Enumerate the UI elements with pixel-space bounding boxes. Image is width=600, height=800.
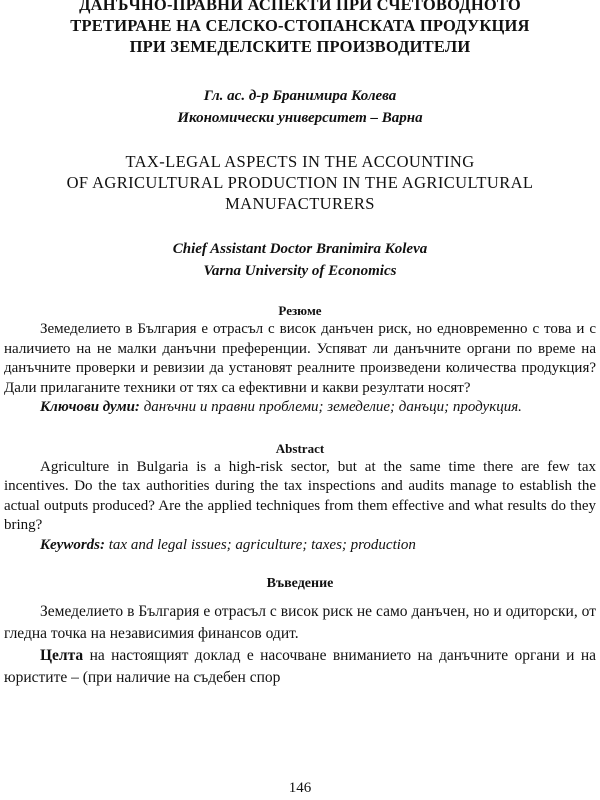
intro-aim-label: Целта [40, 647, 84, 664]
author-bg-affiliation: Икономически университет – Варна [177, 110, 423, 126]
summary-en-heading: Abstract [275, 440, 325, 456]
keywords-en-label: Keywords: [40, 536, 105, 553]
title-en-line-1: TAX-LEGAL ASPECTS IN THE ACCOUNTING [125, 152, 475, 171]
summary-bg-keywords [4, 398, 596, 418]
summary-bg-heading: Резюме [278, 303, 322, 318]
title-bg-line-3: ПРИ ЗЕМЕДЕЛСКИТЕ ПРОИЗВОДИТЕЛИ [129, 37, 471, 56]
title-en-line-3: MANUFACTURERS [225, 194, 375, 213]
title-en-line-2: OF AGRICULTURAL PRODUCTION IN THE AGRICULTURAL [66, 173, 534, 192]
intro-heading: Въведение [266, 576, 334, 591]
title-bulgarian [4, 0, 596, 57]
author-en-name: Chief Assistant Doctor Branimira Koleva [172, 241, 428, 257]
author-bg [4, 85, 596, 129]
title-bg-line-1: ДАНЪЧНО-ПРАВНИ АСПЕКТИ ПРИ СЧЕТОВОДНОТО [79, 0, 521, 14]
page-number: 146 [288, 780, 312, 796]
author-bg-name: Гл. ас. д-р Бранимира Колева [203, 88, 397, 104]
intro-paragraph-1: Земеделието в България е отрасъл с висок риск не само данъчен, но и одиторски, от гледна точка на независимия финансов одит. [4, 603, 596, 642]
intro-paragraph-2 [4, 645, 596, 689]
summary-bg-text: Земеделието в България е отрасъл с висок данъчен риск, но едновременно с това и с наличието на не малки данъчни преференции. Успяват ли данъчните органи по време на данъчните проверки и ревизии да установят реалните произведени количества продукция? Дали прилаганите техники от тях са ефективни и какви резултати носят? [4, 321, 596, 396]
keywords-en-text: tax and legal issues; agriculture; taxes; production [108, 536, 416, 553]
intro-aim-text: на настоящият доклад е насочване вниманието на данъчните органи и на юристите – (при наличие на съдебен спор [4, 647, 597, 686]
summary-en-keywords [4, 536, 596, 556]
title-english [4, 151, 596, 214]
author-en-affiliation: Varna University of Economics [203, 263, 397, 279]
author-en [4, 238, 596, 282]
keywords-bg-label: Ключови думи: [40, 399, 140, 415]
title-bg-line-2: ТРЕТИРАНЕ НА СЕЛСКО-СТОПАНСКАТА ПРОДУКЦИЯ [70, 16, 530, 35]
keywords-bg-text: данъчни и правни проблеми; земеделие; данъци; продукция. [143, 399, 522, 415]
summary-en-text: Agriculture in Bulgaria is a high-risk sector, but at the same time there are few tax incentives. Do the tax authorities during the tax inspections and audits manage to establish the actual outputs produced? Are the applied techniques from them effective and what results do they bring? [4, 458, 596, 533]
